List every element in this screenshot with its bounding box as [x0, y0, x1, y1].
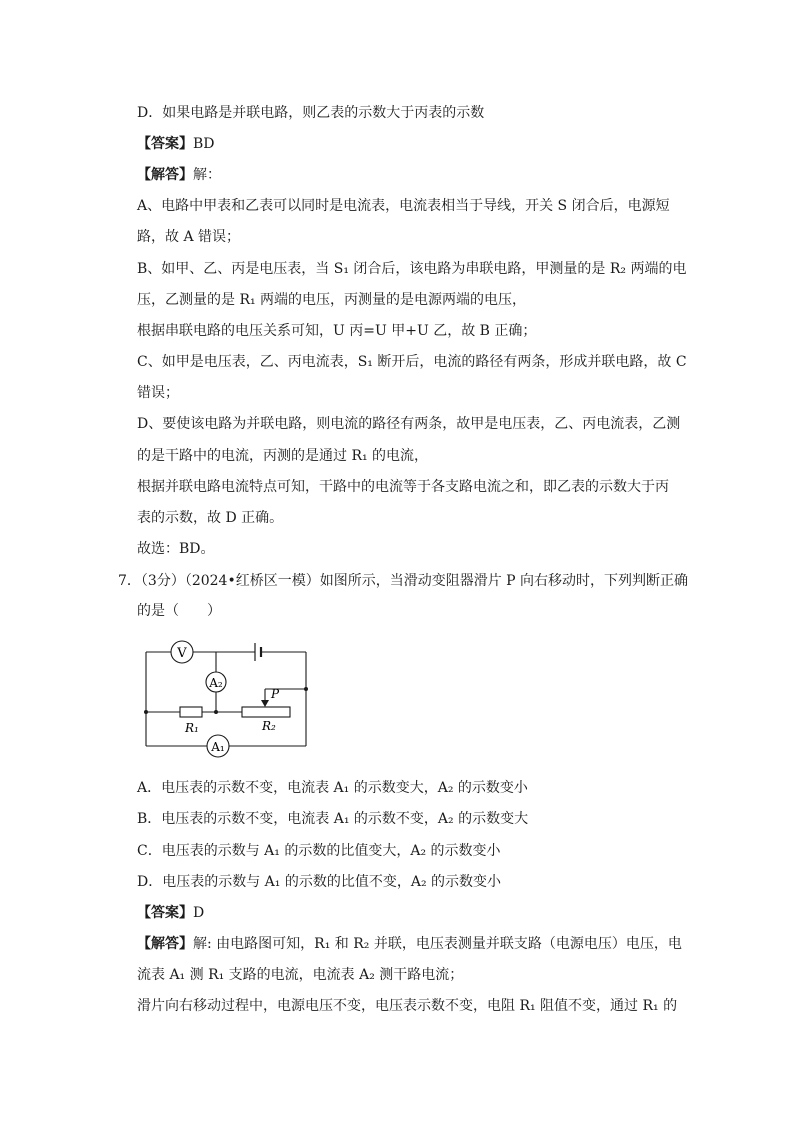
- r1-label: R₁: [185, 721, 199, 735]
- analysis-line: 根据串联电路的电压关系可知，U 丙=U 甲+U 乙，故 B 正确；: [137, 323, 537, 339]
- q7-analysis-line2: 流表 A₁ 测 R₁ 支路的电流，电流表 A₂ 测干路电流；: [137, 967, 464, 983]
- q7-analysis-text: 解: 由电路图可知，R₁ 和 R₂ 并联，电压表测量并联支路（电源电压）电压，电: [193, 936, 682, 952]
- r2-label: R₂: [262, 719, 276, 733]
- question-number: 7．: [118, 573, 141, 589]
- analysis-line: 压，乙测量的是 R₁ 两端的电压，丙测量的是电源两端的电压，: [137, 292, 527, 308]
- voltmeter-label: V: [177, 646, 187, 661]
- q7-analysis-line1: [137, 934, 682, 954]
- analysis-line: D、要使该电路为并联电路，则电流的路径有两条，故甲是电压表，乙、丙电流表，乙测: [137, 416, 681, 432]
- analysis-line: 表的示数，故 D 正确。: [137, 510, 284, 526]
- q7-analysis-line3: 滑片向右移动过程中，电源电压不变，电压表示数不变，电阻 R₁ 阻值不变，通过 R₁ 的: [137, 998, 678, 1014]
- option-d: D．电压表的示数与 A₁ 的示数的比值不变，A₂ 的示数变小: [137, 874, 502, 890]
- analysis-line: 故选：BD。: [137, 541, 215, 557]
- analysis-line: 根据并联电路电流特点可知，干路中的电流等于各支路电流之和，即乙表的示数大于丙: [137, 479, 669, 495]
- question-stem-line1: （3分）（2024•红桥区一模）如图所示，当滑动变阻器滑片 P 向右移动时，下列判断正确: [140, 573, 689, 589]
- answer-line: [137, 134, 215, 154]
- option-d-text: D．如果电路是并联电路，则乙表的示数大于丙表的示数: [137, 105, 485, 121]
- option-c: C．电压表的示数与 A₁ 的示数的比值变大，A₂ 的示数变小: [137, 843, 501, 859]
- option-a: A．电压表的示数不变，电流表 A₁ 的示数变大，A₂ 的示数变小: [137, 780, 528, 796]
- question-stem-line2: 的是（ ）: [137, 603, 221, 619]
- analysis-line: 错误；: [137, 385, 179, 401]
- slider-p-label: P: [271, 687, 280, 701]
- circuit-diagram: [140, 640, 320, 760]
- analysis-line: 路，故 A 错误；: [137, 229, 241, 245]
- ammeter-a1-label: A₁: [211, 740, 225, 754]
- ammeter-a2-label: A₂: [209, 676, 223, 690]
- question-7-stem: [118, 571, 688, 591]
- answer-value: BD: [193, 136, 215, 152]
- q7-analysis-tag: 【解答】: [137, 936, 193, 952]
- analysis-intro: 解：: [193, 167, 221, 183]
- q7-answer-value: D: [193, 905, 205, 921]
- q7-answer-tag: 【答案】: [137, 905, 193, 921]
- option-b: B．电压表的示数不变，电流表 A₁ 的示数不变，A₂ 的示数变大: [137, 811, 529, 827]
- analysis-tag: 【解答】: [137, 167, 193, 183]
- analysis-header: [137, 165, 221, 185]
- q7-answer-line: [137, 903, 204, 923]
- analysis-line: A、电路中甲表和乙表可以同时是电流表，电流表相当于导线，开关 S 闭合后，电源短: [137, 198, 670, 214]
- answer-tag: 【答案】: [137, 136, 193, 152]
- analysis-line: 的是干路中的电流，丙测的是通过 R₁ 的电流，: [137, 448, 429, 464]
- analysis-line: C、如甲是电压表，乙、丙电流表，S₁ 断开后，电流的路径有两条，形成并联电路，故 C: [137, 354, 687, 370]
- analysis-line: B、如甲、乙、丙是电压表，当 S₁ 闭合后，该电路为串联电路，甲测量的是 R₂ 两端的电: [137, 261, 687, 277]
